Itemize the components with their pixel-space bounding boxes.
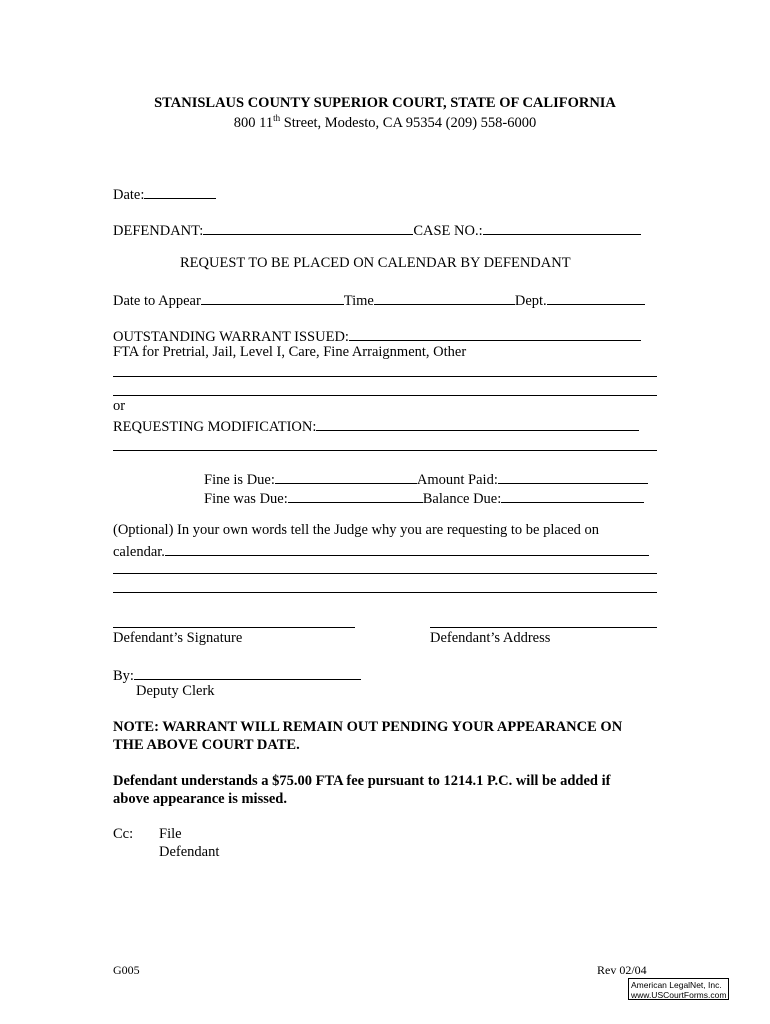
case-no-label: CASE NO.: <box>413 223 483 239</box>
case-no-field[interactable] <box>483 220 641 235</box>
court-address-rest: Street, Modesto, CA 95354 (209) 558-6000 <box>280 114 537 131</box>
warrant-line-2[interactable] <box>113 395 657 396</box>
calendar-row <box>113 541 649 561</box>
dept-label: Dept. <box>514 293 547 309</box>
by-row <box>113 665 361 685</box>
court-address-number: 800 11 <box>233 114 274 131</box>
time-label: Time <box>343 293 374 309</box>
modification-line[interactable] <box>113 450 657 451</box>
cc-item-file: File <box>159 826 182 842</box>
date-label: Date: <box>113 187 145 203</box>
or-label: or <box>113 398 126 414</box>
publisher-name: American LegalNet, Inc. <box>631 980 722 990</box>
signature-label: Defendant’s Signature <box>113 630 243 646</box>
defendant-row <box>113 220 641 240</box>
publisher-url: www.USCourtForms.com <box>631 990 727 1000</box>
warrant-row <box>113 326 641 346</box>
date-to-appear-label: Date to Appear <box>113 293 201 309</box>
explanation-field[interactable] <box>165 541 649 556</box>
address-line[interactable] <box>430 627 657 628</box>
date-row <box>113 184 216 204</box>
court-address-ordinal: th <box>273 113 281 123</box>
warrant-field[interactable] <box>349 326 641 341</box>
defendant-label: DEFENDANT: <box>113 223 204 239</box>
balance-due-field[interactable] <box>501 488 644 503</box>
fine-was-due-label: Fine was Due: <box>204 491 288 507</box>
warrant-note-line-1: NOTE: WARRANT WILL REMAIN OUT PENDING YOUR APPEARANCE ON <box>113 719 623 735</box>
by-label: By: <box>113 668 134 684</box>
form-code: G005 <box>113 963 140 977</box>
date-to-appear-field[interactable] <box>201 290 344 305</box>
fine-was-due-field[interactable] <box>288 488 423 503</box>
fine-was-due-row <box>204 488 644 508</box>
defendant-field[interactable] <box>203 220 413 235</box>
cc-label: Cc: <box>113 826 134 842</box>
warrant-line-1[interactable] <box>113 376 657 377</box>
modification-row <box>113 416 639 436</box>
form-title: REQUEST TO BE PLACED ON CALENDAR BY DEFENDANT <box>180 255 571 271</box>
court-name: STANISLAUS COUNTY SUPERIOR COURT, STATE OF CALIFORNIA <box>154 95 616 111</box>
modification-field[interactable] <box>316 416 639 431</box>
clerk-signature-field[interactable] <box>134 665 361 680</box>
revision: Rev 02/04 <box>597 963 647 977</box>
warrant-options: FTA for Pretrial, Jail, Level I, Care, Fine Arraignment, Other <box>113 344 467 360</box>
balance-due-label: Balance Due: <box>422 491 502 507</box>
deputy-clerk-label: Deputy Clerk <box>136 683 215 699</box>
warrant-label: OUTSTANDING WARRANT ISSUED: <box>113 329 349 345</box>
court-address <box>0 113 770 132</box>
fee-note-line-1: Defendant understands a $75.00 FTA fee pursuant to 1214.1 P.C. will be added if <box>113 773 611 789</box>
address-label: Defendant’s Address <box>430 630 551 646</box>
explanation-line-2[interactable] <box>113 592 657 593</box>
warrant-note-line-2: THE ABOVE COURT DATE. <box>113 737 300 753</box>
dept-field[interactable] <box>547 290 645 305</box>
date-field[interactable] <box>144 184 216 199</box>
cc-item-defendant: Defendant <box>159 844 220 860</box>
explanation-line-1[interactable] <box>113 573 657 574</box>
calendar-label: calendar. <box>113 544 165 560</box>
fine-due-field[interactable] <box>275 469 417 484</box>
optional-text: (Optional) In your own words tell the Judge why you are requesting to be placed on <box>113 522 600 538</box>
fine-due-label: Fine is Due: <box>204 472 275 488</box>
fee-note-line-2: above appearance is missed. <box>113 791 287 807</box>
amount-paid-field[interactable] <box>498 469 648 484</box>
time-field[interactable] <box>374 290 515 305</box>
modification-label: REQUESTING MODIFICATION: <box>113 419 317 435</box>
signature-line[interactable] <box>113 627 355 628</box>
publisher-credit-box <box>628 978 729 1000</box>
fine-due-row <box>204 469 648 489</box>
amount-paid-label: Amount Paid: <box>416 472 498 488</box>
appearance-row <box>113 290 645 310</box>
